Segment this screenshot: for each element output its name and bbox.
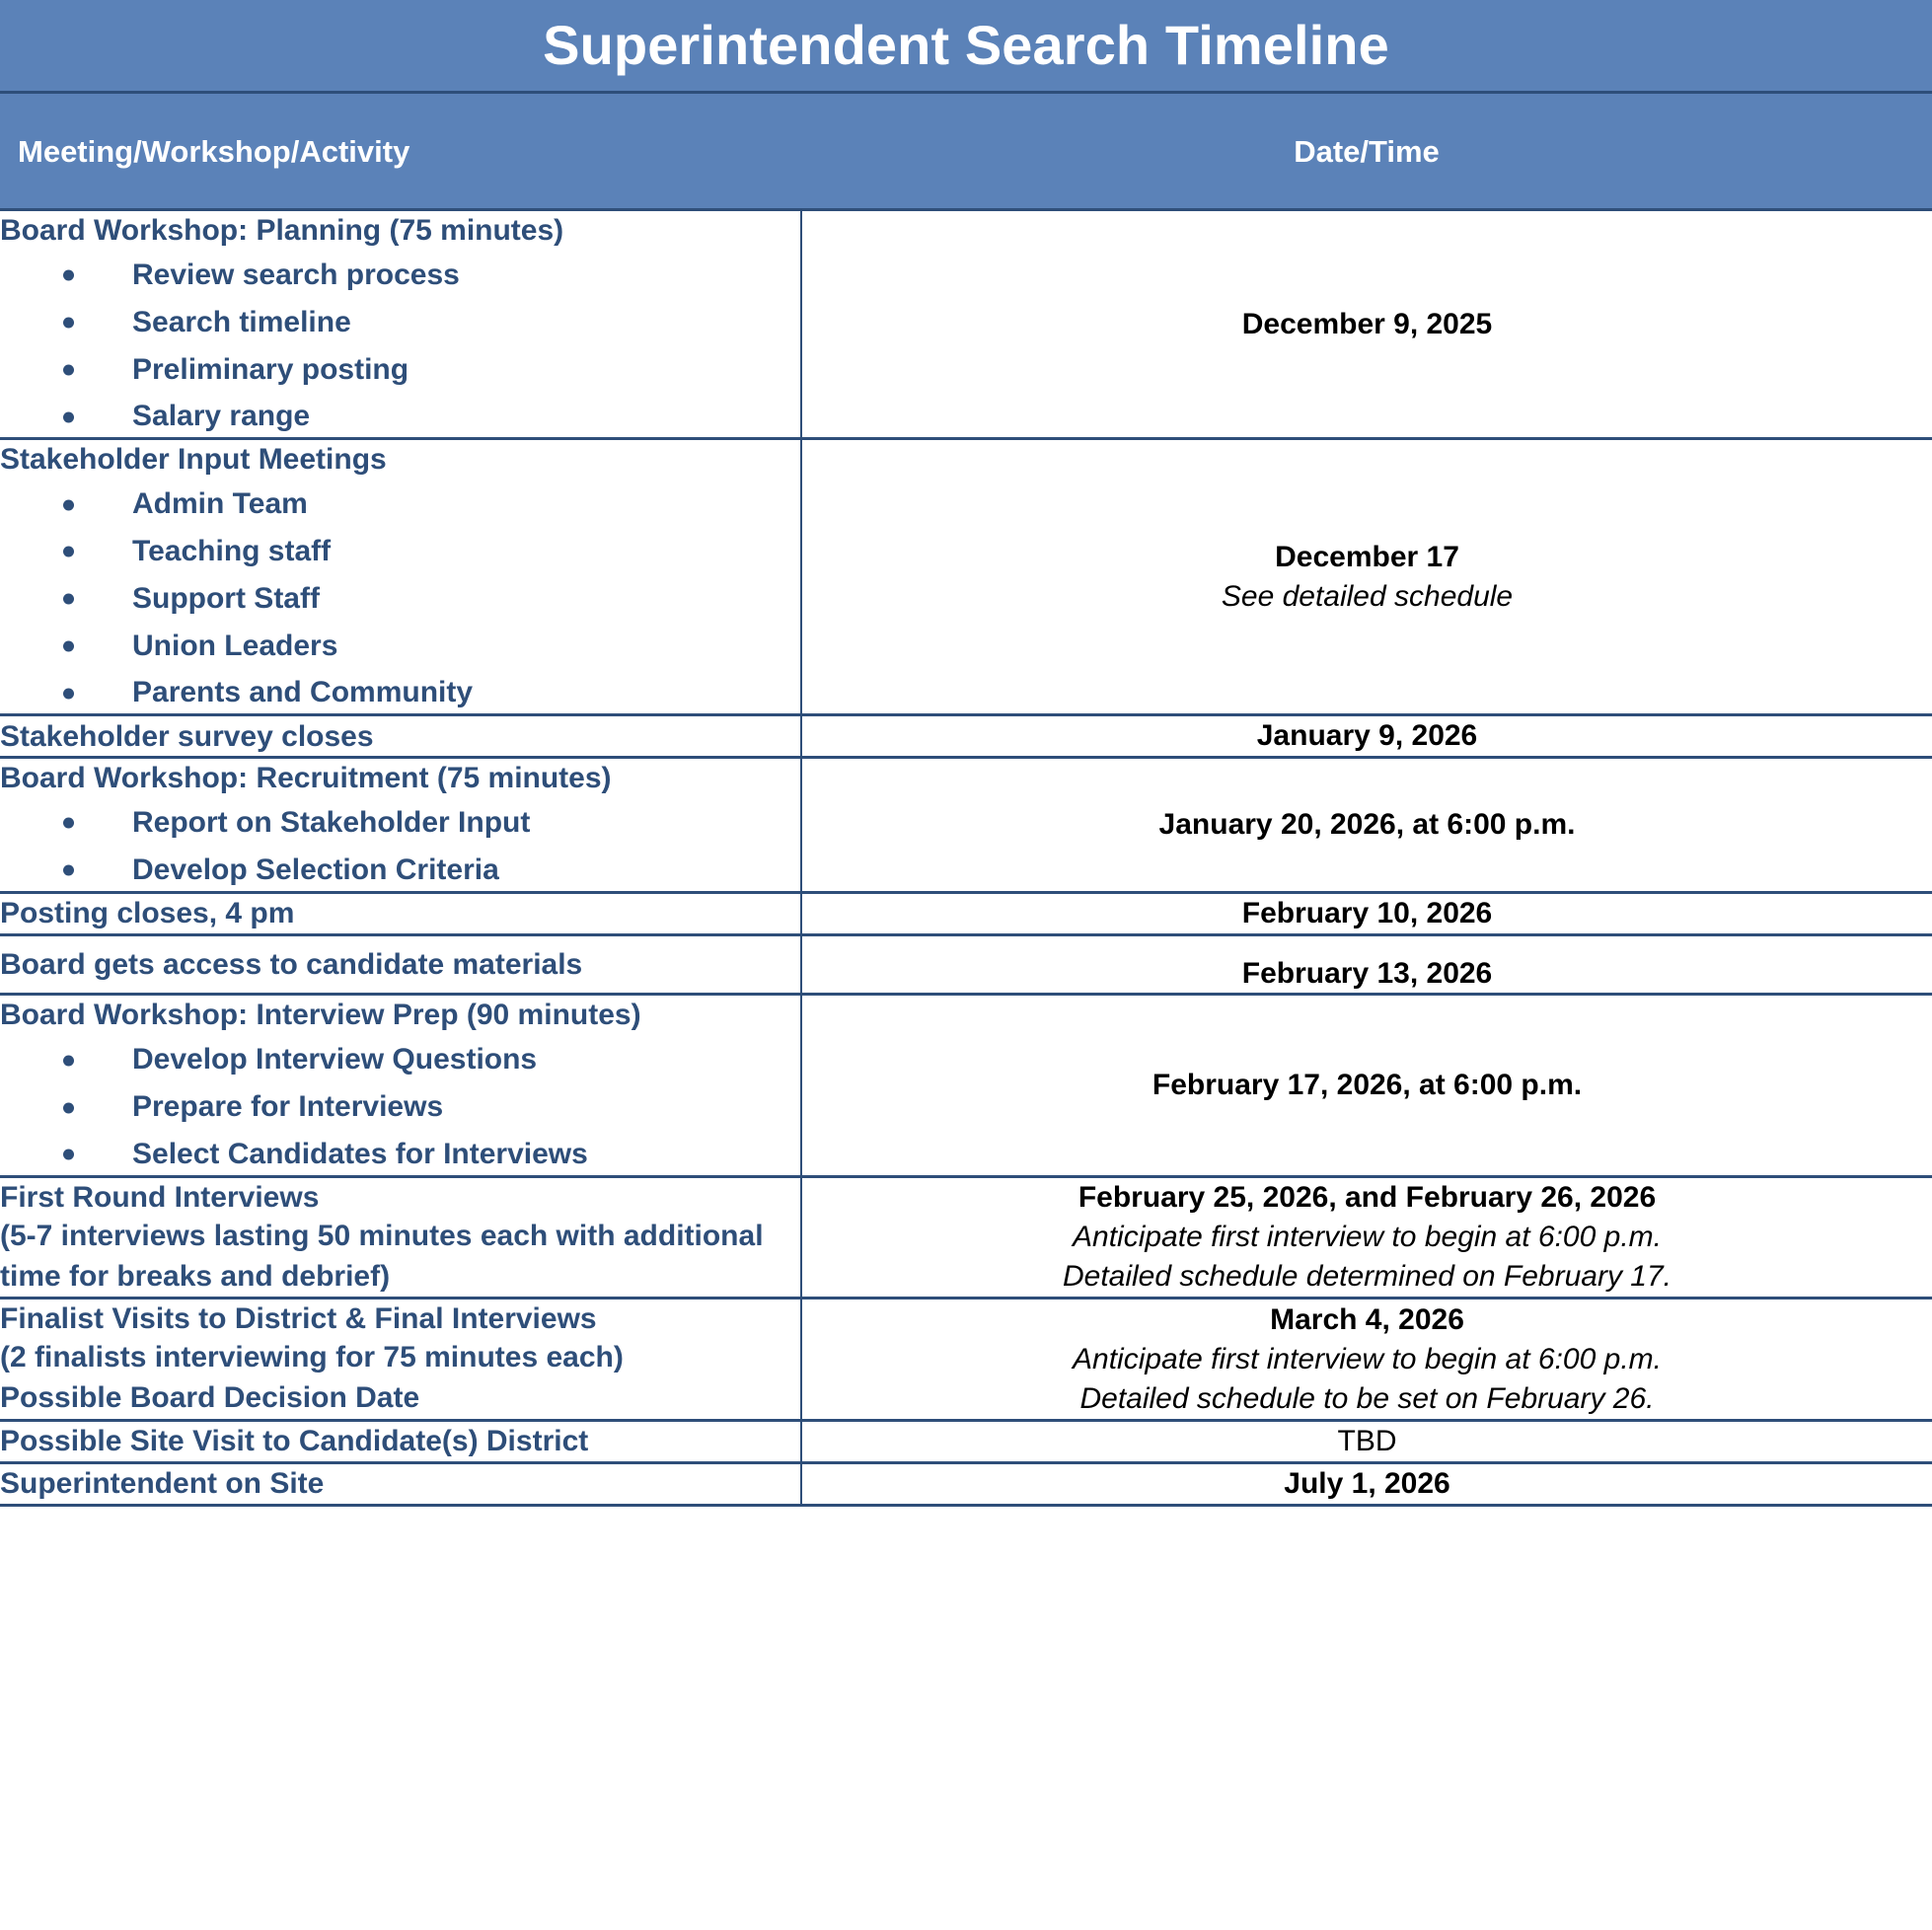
date-cell [801,1299,1932,1421]
activity-title: Posting closes, 4 pm [0,897,295,930]
table-row [0,210,1932,439]
activity-title: Finalist Visits to District & Final Interviews [0,1302,597,1336]
date-cell [801,1462,1932,1505]
page-title: Superintendent Search Timeline [543,14,1389,76]
activity-title: Stakeholder Input Meetings [0,443,387,477]
activity-title: First Round Interviews [0,1180,320,1214]
activity-cell [0,1176,801,1299]
date-cell [801,1176,1932,1299]
date-cell [801,210,1932,439]
table-row [0,1299,1932,1421]
column-header-date: Date/Time [1294,133,1440,169]
activity-bullet-item [0,673,800,713]
activity-bullet-item [0,579,800,620]
activity-title: Board Workshop: Planning (75 minutes) [0,214,564,247]
date-primary: February 25, 2026, and February 26, 2026 [1077,1181,1657,1215]
activity-title: Stakeholder survey closes [0,719,374,753]
bullet-dot-icon [63,1055,74,1066]
bullet-dot-icon [63,1102,74,1113]
activity-bullet-label: Union Leaders [132,629,338,662]
activity-cell [0,995,801,1176]
date-cell [801,758,1932,893]
activity-title: Possible Site Visit to Candidate(s) District [0,1425,589,1458]
activity-cell [0,439,801,715]
activity-cell [0,758,801,893]
bullet-dot-icon [63,499,74,510]
activity-bullet-item [0,532,800,572]
activity-cell [0,934,801,995]
date-primary: March 4, 2026 [1270,1302,1464,1336]
activity-bullet-label: Report on Stakeholder Input [132,806,531,840]
activity-bullet-item [0,484,800,525]
date-cell [801,439,1932,715]
document-title-band [0,0,1932,91]
bullet-dot-icon [63,364,74,375]
date-primary: February 13, 2026 [1241,956,1493,990]
activity-bullet-item [0,1040,800,1080]
activity-subline: (5-7 interviews lasting 50 minutes each with additional [0,1219,764,1252]
activity-bullet-label: Develop Interview Questions [132,1043,538,1076]
table-row [0,439,1932,715]
date-primary: January 20, 2026, at 6:00 p.m. [1158,807,1576,841]
timeline-table-body [0,210,1932,1506]
date-primary: TBD [1337,1425,1397,1458]
activity-cell [0,210,801,439]
bullet-dot-icon [63,818,74,829]
column-header-activity: Meeting/Workshop/Activity [18,133,410,169]
table-row [0,1421,1932,1463]
activity-bullet-item [0,397,800,437]
activity-bullet-label: Teaching staff [132,534,332,567]
activity-title: Board gets access to candidate materials [0,947,583,981]
activity-cell [0,892,801,934]
date-cell [801,995,1932,1176]
table-row [0,715,1932,758]
activity-bullet-label: Select Candidates for Interviews [132,1138,588,1171]
activity-bullet-item [0,1087,800,1128]
activity-cell [0,715,801,758]
table-column-header-row [0,91,1932,208]
activity-title: Board Workshop: Recruitment (75 minutes) [0,762,612,795]
table-row [0,1176,1932,1299]
activity-cell [0,1421,801,1463]
activity-bullet-label: Prepare for Interviews [132,1090,444,1124]
activity-bullet-item [0,803,800,844]
activity-title: Superintendent on Site [0,1467,325,1501]
table-row [0,892,1932,934]
activity-bullet-label: Preliminary posting [132,352,409,386]
date-cell [801,715,1932,758]
date-note: See detailed schedule [1221,579,1514,613]
bullet-dot-icon [63,1150,74,1160]
bullet-dot-icon [63,640,74,651]
date-note: Anticipate first interview to begin at 6:00 p.m. [1073,1342,1662,1375]
date-primary: July 1, 2026 [1284,1466,1450,1500]
date-primary: December 9, 2025 [1241,307,1493,340]
date-note: Anticipate first interview to begin at 6:00 p.m. [1073,1221,1662,1254]
date-primary: January 9, 2026 [1256,719,1478,753]
date-primary: February 10, 2026 [1241,896,1493,929]
table-row [0,995,1932,1176]
activity-bullet-item [0,256,800,296]
bullet-dot-icon [63,547,74,557]
activity-bullet-item [0,350,800,391]
activity-bullet-item [0,851,800,891]
activity-bullet-item [0,627,800,667]
bullet-dot-icon [63,688,74,699]
activity-bullet-list [0,1040,800,1174]
activity-bullet-list [0,803,800,891]
date-cell [801,892,1932,934]
activity-subline: time for breaks and debrief) [0,1259,391,1293]
activity-bullet-label: Salary range [132,400,311,433]
activity-subline: Possible Board Decision Date [0,1381,420,1415]
table-row [0,758,1932,893]
date-cell [801,1421,1932,1463]
date-note: Detailed schedule determined on February 17. [1062,1260,1672,1294]
activity-bullet-item [0,303,800,343]
activity-title: Board Workshop: Interview Prep (90 minutes) [0,999,641,1032]
table-row [0,934,1932,995]
activity-bullet-label: Review search process [132,259,460,291]
bullet-dot-icon [63,270,74,281]
bullet-dot-icon [63,411,74,422]
activity-bullet-label: Admin Team [132,487,308,521]
date-primary: February 17, 2026, at 6:00 p.m. [1152,1069,1583,1102]
activity-bullet-list [0,256,800,437]
date-primary: December 17 [1275,540,1459,573]
bullet-dot-icon [63,865,74,876]
activity-bullet-label: Search timeline [132,305,351,338]
bullet-dot-icon [63,594,74,605]
activity-subline: (2 finalists interviewing for 75 minutes each) [0,1341,624,1374]
activity-cell [0,1462,801,1505]
activity-bullet-label: Develop Selection Criteria [132,853,499,886]
activity-bullet-item [0,1135,800,1175]
activity-bullet-list [0,484,800,713]
bullet-dot-icon [63,318,74,329]
date-cell [801,934,1932,995]
timeline-table [0,208,1932,1507]
activity-bullet-label: Parents and Community [132,676,474,709]
activity-cell [0,1299,801,1421]
date-note: Detailed schedule to be set on February 26. [1079,1381,1655,1415]
activity-bullet-label: Support Staff [132,581,320,615]
table-row [0,1462,1932,1505]
